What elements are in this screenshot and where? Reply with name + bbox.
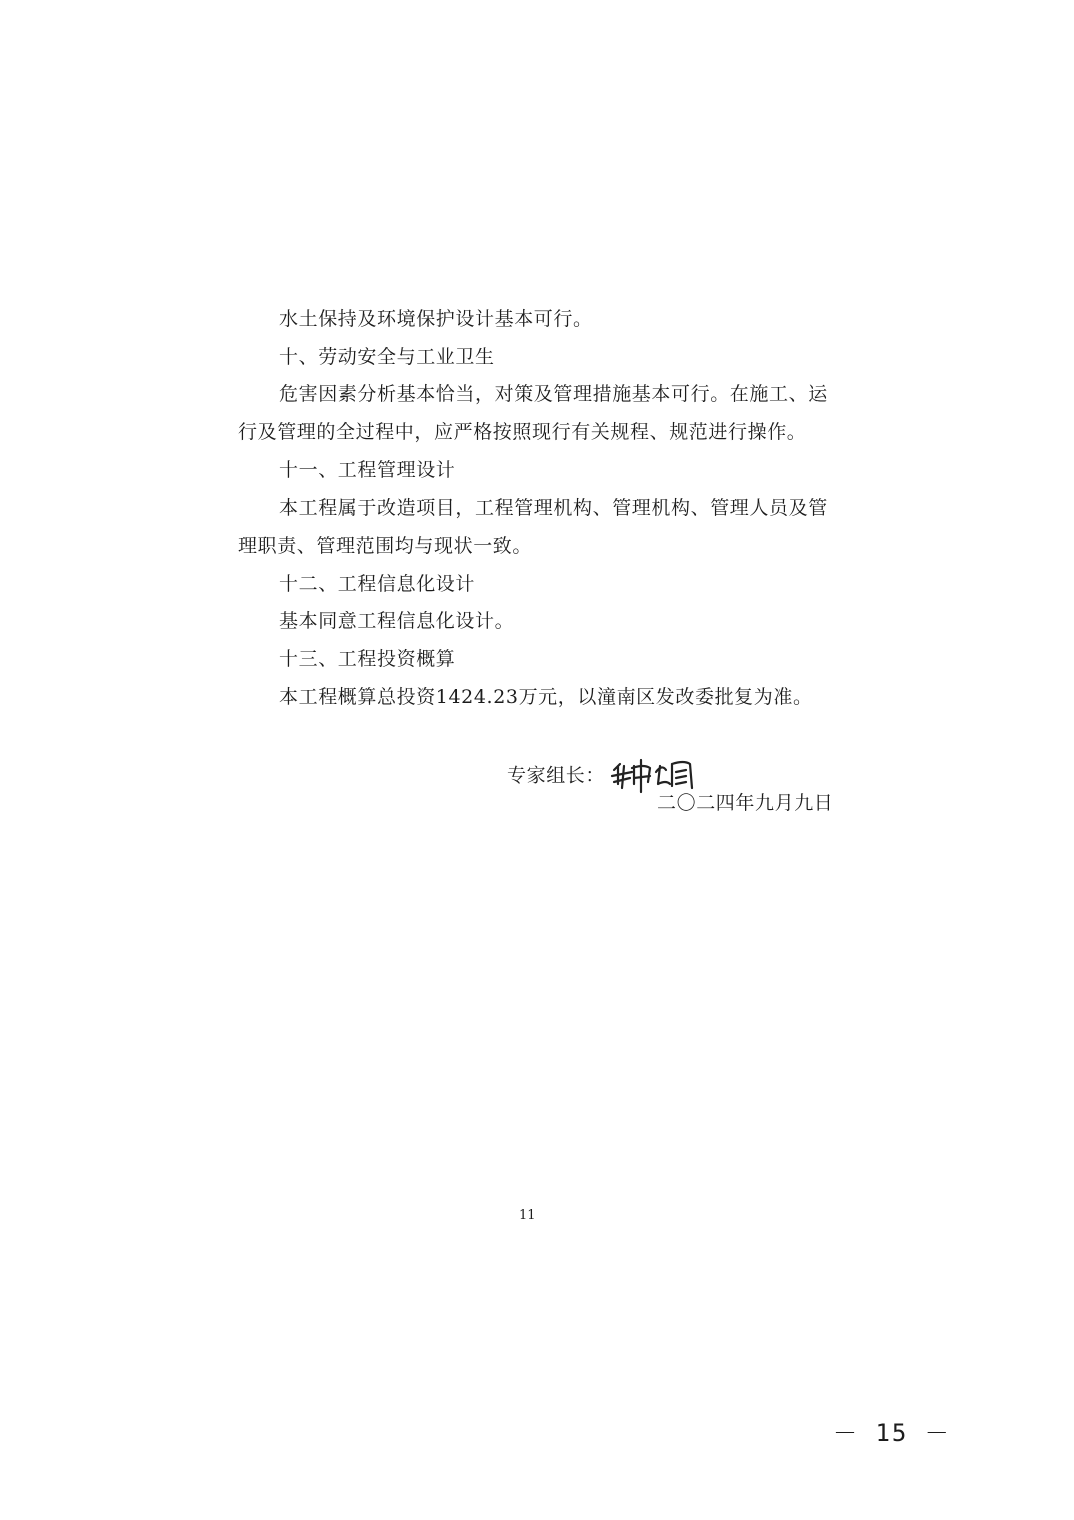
section-heading: 十二、工程信息化设计	[279, 573, 476, 595]
section-heading: 十一、工程管理设计	[279, 459, 456, 481]
section-heading: 十三、工程投资概算	[279, 648, 456, 670]
paragraph-line: 本工程属于改造项目，工程管理机构、管理机构、管理人员及管	[279, 497, 828, 519]
paragraph-line: 行及管理的全过程中，应严格按照现行有关规程、规范进行操作。	[238, 421, 807, 443]
outer-page-number: － 15 －	[833, 1419, 951, 1447]
paragraph-line: 理职责、管理范围均与现状一致。	[238, 535, 533, 557]
section-heading: 十、劳动安全与工业卫生	[279, 346, 495, 368]
paragraph-line: 水土保持及环境保护设计基本可行。	[279, 308, 593, 330]
signing-date: 二〇二四年九月九日	[657, 792, 834, 814]
inner-page-number: 11	[519, 1208, 536, 1223]
signature-label: 专家组长：	[507, 764, 606, 787]
paragraph-line: 危害因素分析基本恰当，对策及管理措施基本可行。在施工、运	[279, 383, 828, 405]
paragraph-line: 本工程概算总投资1424.23万元，以潼南区发改委批复为准。	[279, 686, 813, 708]
paragraph-line: 基本同意工程信息化设计。	[279, 610, 515, 632]
